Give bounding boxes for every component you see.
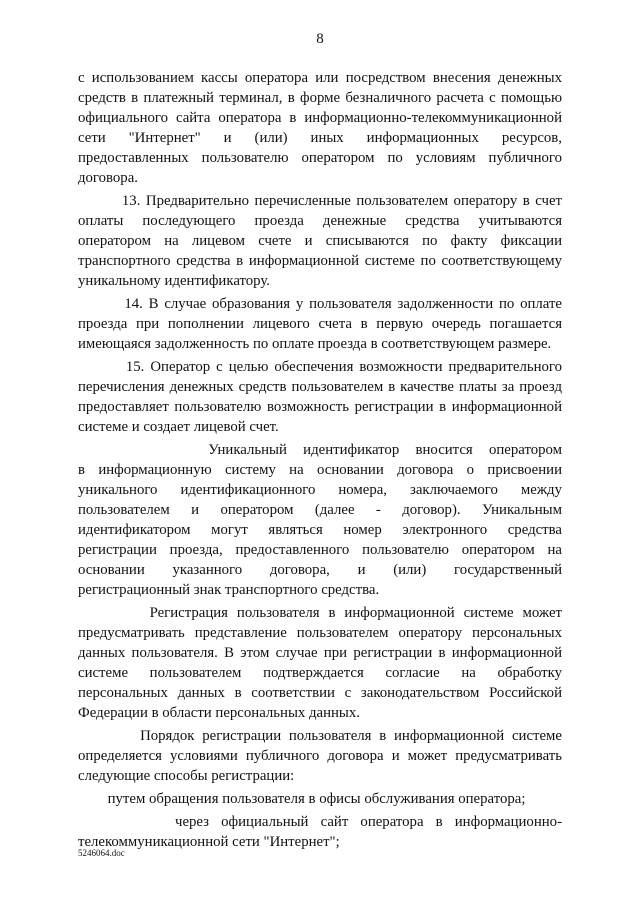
text-line: системе пользователем подтверждается согласие на обработку — [78, 665, 562, 681]
text-line: путем обращения пользователя в офисы обслуживания оператора; — [78, 791, 526, 807]
text-line: в информационную систему на основании договора о присвоении — [78, 462, 562, 478]
text-line: официального сайта оператора в информационно-телекоммуникационной — [78, 110, 562, 126]
file-name-footer: 5246064.doc — [78, 848, 125, 858]
text-line: основании указанного договора, и (или) государственный — [78, 562, 562, 578]
text-line: уникальному идентификатору. — [78, 273, 270, 289]
text-line: договора. — [78, 170, 138, 186]
text-line: транспортного средства в информационной системе по соответствующему — [78, 253, 562, 269]
text-line: сети "Интернет" и (или) иных информационных ресурсов, — [78, 130, 562, 146]
text-line: Уникальный идентификатор вносится оператором — [78, 442, 562, 458]
text-line: системе и создает лицевой счет. — [78, 419, 279, 435]
text-line: идентификатором могут являться номер электронного средства — [78, 522, 562, 538]
text-line: 14. В случае образования у пользователя задолженности по оплате — [78, 296, 562, 312]
text-line: предусматривать представление пользователем оператору персональных — [78, 625, 562, 641]
text-line: телекоммуникационной сети "Интернет"; — [78, 834, 340, 850]
text-line: Регистрация пользователя в информационной системе может — [78, 605, 562, 621]
text-line: перечисления денежных средств пользователем в качестве платы за проезд — [78, 379, 562, 395]
text-line: персональных данных в соответствии с законодательством Российской — [78, 685, 562, 701]
text-line: предоставляет пользователю возможность регистрации в информационной — [78, 399, 562, 415]
text-line: средств в платежный терминал, в форме безналичного расчета с помощью — [78, 90, 562, 106]
text-line: оператором на лицевом счете и списываются по факту фиксации — [78, 233, 562, 249]
text-line: оплаты последующего проезда денежные средства учитываются — [78, 213, 562, 229]
text-line: пользователем и оператором (далее - договор). Уникальным — [78, 502, 562, 518]
text-line: следующие способы регистрации: — [78, 768, 295, 784]
text-line: 13. Предварительно перечисленные пользователем оператору в счет — [78, 193, 562, 209]
text-line: уникального идентификационного номера, заключаемого между — [78, 482, 562, 498]
document-body — [78, 68, 562, 852]
text-line: имеющаяся задолженность по оплате проезда в соответствующем размере. — [78, 336, 552, 352]
text-line: данных пользователя. В этом случае при регистрации в информационной — [78, 645, 562, 661]
text-line: определяется условиями публичного договора и может предусматривать — [78, 748, 562, 764]
text-line: Федерации в области персональных данных. — [78, 705, 360, 721]
text-line: регистрации проезда, предоставленного пользователю оператором на — [78, 542, 562, 558]
text-line: регистрационный знак транспортного средства. — [78, 582, 380, 598]
text-line: проезда при пополнении лицевого счета в первую очередь погашается — [78, 316, 562, 332]
text-line: предоставленных пользователю оператором по условиям публичного — [78, 150, 562, 166]
text-line: Порядок регистрации пользователя в информационной системе — [78, 728, 562, 744]
page-number: 8 — [316, 31, 324, 47]
text-line: через официальный сайт оператора в информационно- — [78, 814, 562, 830]
text-line: с использованием кассы оператора или посредством внесения денежных — [78, 70, 562, 86]
text-line: 15. Оператор с целью обеспечения возможности предварительного — [78, 359, 562, 375]
